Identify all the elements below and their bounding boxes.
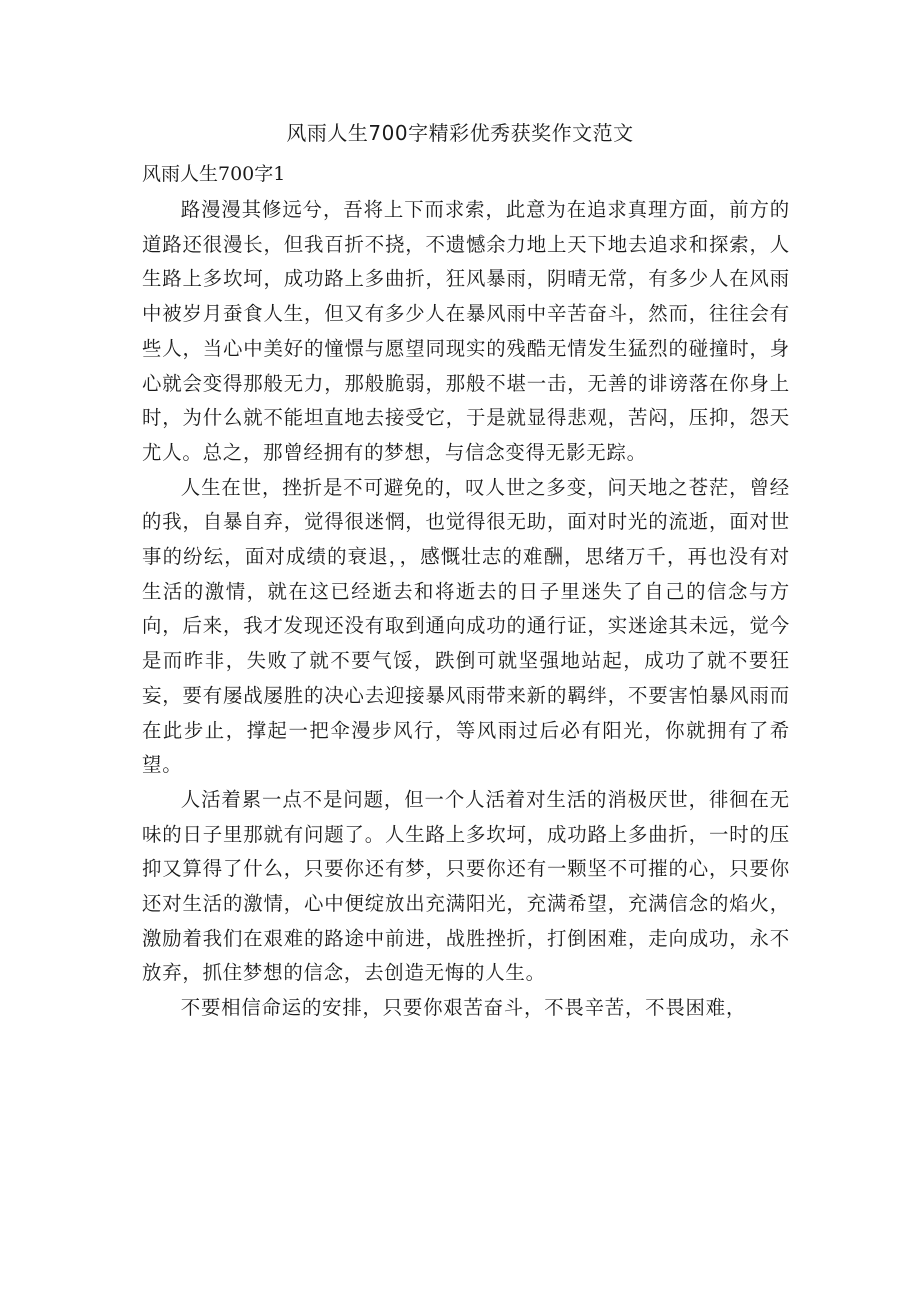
- paragraph-2: 人生在世，挫折是不可避免的，叹人世之多变，问天地之苍茫，曾经的我，自暴自弃，觉得很迷惘，也觉得很无助，面对时光的流逝，面对世事的纷纭，面对成绩的衰退，，感慨壮志的难酬，思绪万千，再也没有对生活的激情，就在这已经逝去和将逝去的日子里迷失了自己的信念与方向，后来，我才发现还没有取到通向成功的通行证，实迷途其未远，觉今是而昨非，失败了就不要气馁，跌倒可就坚强地站起，成功了就不要狂妄，要有屡战屡胜的决心去迎接暴风雨带来新的羁绊，不要害怕暴风雨而在此步止，撑起一把伞漫步风行，等风雨过后必有阳光，你就拥有了希望。: [142, 475, 790, 777]
- paragraph-1: 路漫漫其修远兮，吾将上下而求索，此意为在追求真理方面，前方的道路还很漫长，但我百折不挠，不遗憾余力地上天下地去追求和探索，人生路上多坎坷，成功路上多曲折，狂风暴雨，阴晴无常，有多少人在风雨中被岁月蚕食人生，但又有多少人在暴风雨中辛苦奋斗，然而，往往会有些人，当心中美好的憧憬与愿望同现实的残酷无情发生猛烈的碰撞时，身心就会变得那般无力，那般脆弱，那般不堪一击，无善的诽谤落在你身上时，为什么就不能坦直地去接受它，于是就显得悲观，苦闷，压抑，怨天尤人。总之，那曾经拥有的梦想，与信念变得无影无踪。: [142, 198, 790, 464]
- document-body: [142, 193, 790, 1026]
- paragraph-3: 人活着累一点不是问题，但一个人活着对生活的消极厌世，徘徊在无味的日子里那就有问题了。人生路上多坎坷，成功路上多曲折，一时的压抑又算得了什么，只要你还有梦，只要你还有一颗坚不可摧的心，只要你还对生活的激情，心中便绽放出充满阳光，充满希望，充满信念的焰火，激励着我们在艰难的路途中前进，战胜挫折，打倒困难，走向成功，永不放弃，抓住梦想的信念，去创造无悔的人生。: [142, 787, 790, 985]
- paragraph-4: 不要相信命运的安排，只要你艰苦奋斗，不畏辛苦，不畏困难，: [180, 996, 747, 1020]
- document-title: 风雨人生700字精彩优秀获奖作文范文: [286, 121, 634, 145]
- section-subtitle: 风雨人生700字1: [142, 163, 286, 185]
